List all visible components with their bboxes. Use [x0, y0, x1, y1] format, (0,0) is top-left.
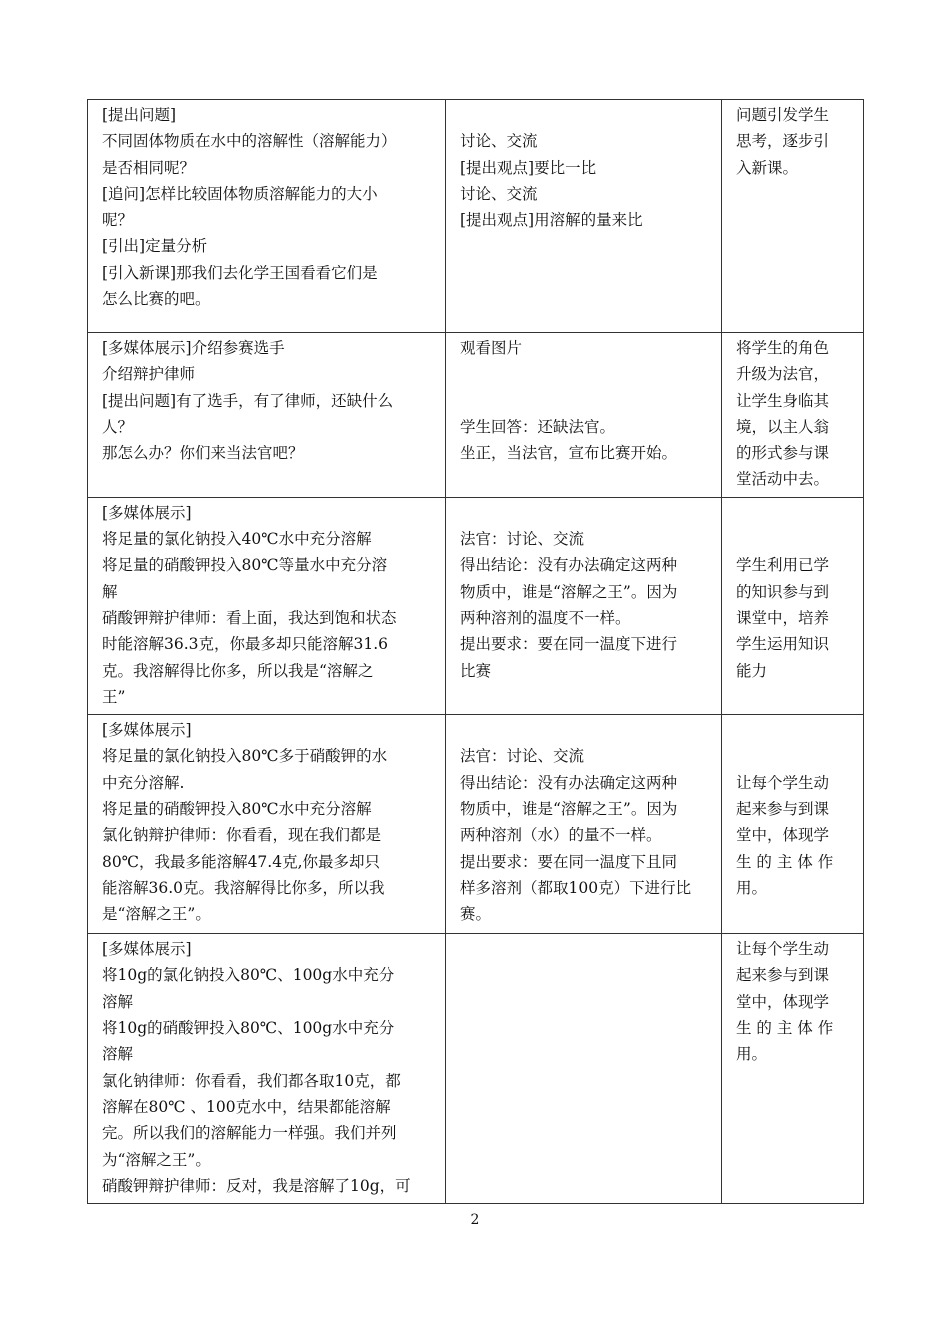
text-line: 提出要求：要在同一温度下进行 — [460, 635, 678, 654]
text-line: 得出结论：没有办法确定这两种 — [460, 773, 678, 792]
table-row — [88, 497, 864, 714]
text-line: 课堂中，培养 — [736, 608, 830, 627]
text-line: 能溶解36.0克。我溶解得比你多，所以我 — [102, 878, 385, 897]
table-row — [88, 715, 864, 934]
text-line: 的形式参与课 — [736, 444, 830, 463]
text-line: 溶解 — [102, 992, 134, 1011]
text-line: 讨论、交流 — [460, 132, 538, 151]
text-line: 溶解在80℃ 、100克水中，结果都能溶解 — [102, 1097, 391, 1116]
text-line: 用。 — [736, 878, 768, 897]
student-activity-cell — [446, 497, 722, 714]
text-line — [460, 388, 713, 414]
design-intent-cell — [722, 100, 864, 333]
text-line: [追问]怎样比较固体物质溶解能力的大小 — [102, 184, 378, 203]
text-line: 克。我溶解得比你多，所以我是“溶解之 — [102, 661, 374, 680]
text-line: 入新课。 — [736, 158, 799, 177]
text-line: 硝酸钾辩护律师：反对，我是溶解了10g，可 — [102, 1176, 411, 1195]
student-activity-cell — [446, 715, 722, 934]
text-line: 氯化钠律师：你看看，我们都各取10克，都 — [102, 1071, 401, 1090]
text-line: 升级为法官， — [736, 365, 830, 384]
text-line: 将足量的硝酸钾投入80℃水中充分溶解 — [102, 800, 372, 819]
text-line: 两种溶剂（水）的量不一样。 — [460, 826, 662, 845]
text-line: 解 — [102, 582, 118, 601]
text-line: 生 的 主 体 作 — [736, 852, 834, 871]
lesson-plan-table — [87, 99, 864, 1204]
text-line: [提出观点]用溶解的量来比 — [460, 211, 643, 230]
text-line: 起来参与到课 — [736, 800, 830, 819]
text-line — [736, 526, 855, 552]
table-row — [88, 333, 864, 498]
text-line: 介绍辩护律师 — [102, 365, 196, 384]
text-line: 让学生身临其 — [736, 391, 830, 410]
text-line: 不同固体物质在水中的溶解性（溶解能力） — [102, 132, 397, 151]
student-activity-cell — [446, 100, 722, 333]
student-activity-cell — [446, 934, 722, 1204]
text-line: [多媒体展示]介绍参赛选手 — [102, 339, 285, 357]
text-line: [引入新课]那我们去化学王国看看它们是 — [102, 263, 378, 282]
text-line: 样多溶剂（都取100克）下进行比 — [460, 878, 692, 897]
text-line: 王” — [102, 687, 126, 706]
text-line: 堂中，体现学 — [736, 826, 830, 845]
text-line: 讨论、交流 — [460, 184, 538, 203]
text-line: [引出]定量分析 — [102, 237, 208, 256]
table-row — [88, 934, 864, 1204]
text-line: 思考，逐步引 — [736, 132, 830, 151]
text-line: 中充分溶解. — [102, 773, 185, 792]
text-line: 观看图片 — [460, 339, 523, 357]
text-line: 将学生的角色 — [736, 339, 830, 357]
text-line: 物质中，谁是“溶解之王”。因为 — [460, 800, 678, 819]
text-line: 堂中，体现学 — [736, 992, 830, 1011]
teacher-activity-cell — [88, 497, 446, 714]
text-line: 提出要求：要在同一温度下且同 — [460, 852, 678, 871]
text-line: 用。 — [736, 1045, 768, 1064]
text-line: 的知识参与到 — [736, 582, 830, 601]
text-line: [多媒体展示] — [102, 721, 192, 740]
text-line: 完。所以我们的溶解能力一样强。我们并列 — [102, 1124, 397, 1143]
text-line: [提出观点]要比一比 — [460, 158, 597, 177]
text-line — [460, 102, 713, 128]
text-line: 物质中，谁是“溶解之王”。因为 — [460, 582, 678, 601]
text-line: 堂活动中去。 — [736, 470, 830, 489]
text-line: 学生回答：还缺法官。 — [460, 417, 616, 436]
text-line: 硝酸钾辩护律师：看上面，我达到饱和状态 — [102, 608, 397, 627]
text-line: 是“溶解之王”。 — [102, 905, 211, 924]
teacher-activity-cell — [88, 333, 446, 498]
text-line: [提出问题]有了选手，有了律师，还缺什么 — [102, 391, 394, 410]
text-line — [736, 743, 855, 769]
text-line: 溶解 — [102, 1045, 134, 1064]
text-line: 人？ — [102, 417, 134, 436]
design-intent-cell — [722, 497, 864, 714]
table-row — [88, 100, 864, 333]
text-line: 为“溶解之王”。 — [102, 1150, 211, 1169]
text-line: 氯化钠辩护律师：你看看，现在我们都是 — [102, 826, 382, 845]
text-line: 将足量的氯化钠投入40℃水中充分溶解 — [102, 530, 372, 549]
text-line: [多媒体展示] — [102, 503, 192, 522]
text-line: 问题引发学生 — [736, 106, 830, 124]
text-line: 境，以主人翁 — [736, 417, 830, 436]
text-line — [460, 717, 713, 743]
text-line: 得出结论：没有办法确定这两种 — [460, 556, 678, 575]
text-line: 让每个学生动 — [736, 773, 830, 792]
design-intent-cell — [722, 333, 864, 498]
teacher-activity-cell — [88, 715, 446, 934]
text-line: 坐正，当法官，宣布比赛开始。 — [460, 444, 678, 463]
text-line — [460, 361, 713, 387]
text-line: 怎么比赛的吧。 — [102, 290, 211, 309]
text-line: 将足量的氯化钠投入80℃多于硝酸钾的水 — [102, 747, 388, 766]
text-line: 80℃，我最多能溶解47.4克,你最多却只 — [102, 852, 381, 871]
text-line: 将10g的硝酸钾投入80℃、100g水中充分 — [102, 1019, 395, 1038]
design-intent-cell — [722, 934, 864, 1204]
text-line: [提出问题] — [102, 106, 177, 124]
text-line: 那怎么办？你们来当法官吧？ — [102, 444, 304, 463]
text-line — [736, 717, 855, 743]
text-line: 时能溶解36.3克，你最多却只能溶解31.6 — [102, 635, 389, 654]
text-line: 两种溶剂的温度不一样。 — [460, 608, 631, 627]
text-line: 让每个学生动 — [736, 940, 830, 959]
text-line: 能力 — [736, 661, 768, 680]
teacher-activity-cell — [88, 100, 446, 333]
text-line — [460, 500, 713, 526]
text-line: 法官：讨论、交流 — [460, 530, 585, 549]
text-line: 赛。 — [460, 905, 492, 924]
text-line: 学生运用知识 — [736, 635, 830, 654]
text-line: 比赛 — [460, 661, 492, 680]
text-line: 将足量的硝酸钾投入80℃等量水中充分溶 — [102, 556, 388, 575]
student-activity-cell — [446, 333, 722, 498]
text-line: 生 的 主 体 作 — [736, 1019, 834, 1038]
text-line: 法官：讨论、交流 — [460, 747, 585, 766]
text-line — [736, 500, 855, 526]
page-number: 2 — [470, 1212, 480, 1228]
text-line: 起来参与到课 — [736, 966, 830, 985]
teacher-activity-cell — [88, 934, 446, 1204]
text-line: 是否相同呢？ — [102, 158, 196, 177]
text-line: [多媒体展示] — [102, 940, 192, 959]
design-intent-cell — [722, 715, 864, 934]
text-line: 呢？ — [102, 211, 134, 230]
text-line: 学生利用已学 — [736, 556, 830, 575]
text-line: 将10g的氯化钠投入80℃、100g水中充分 — [102, 966, 395, 985]
